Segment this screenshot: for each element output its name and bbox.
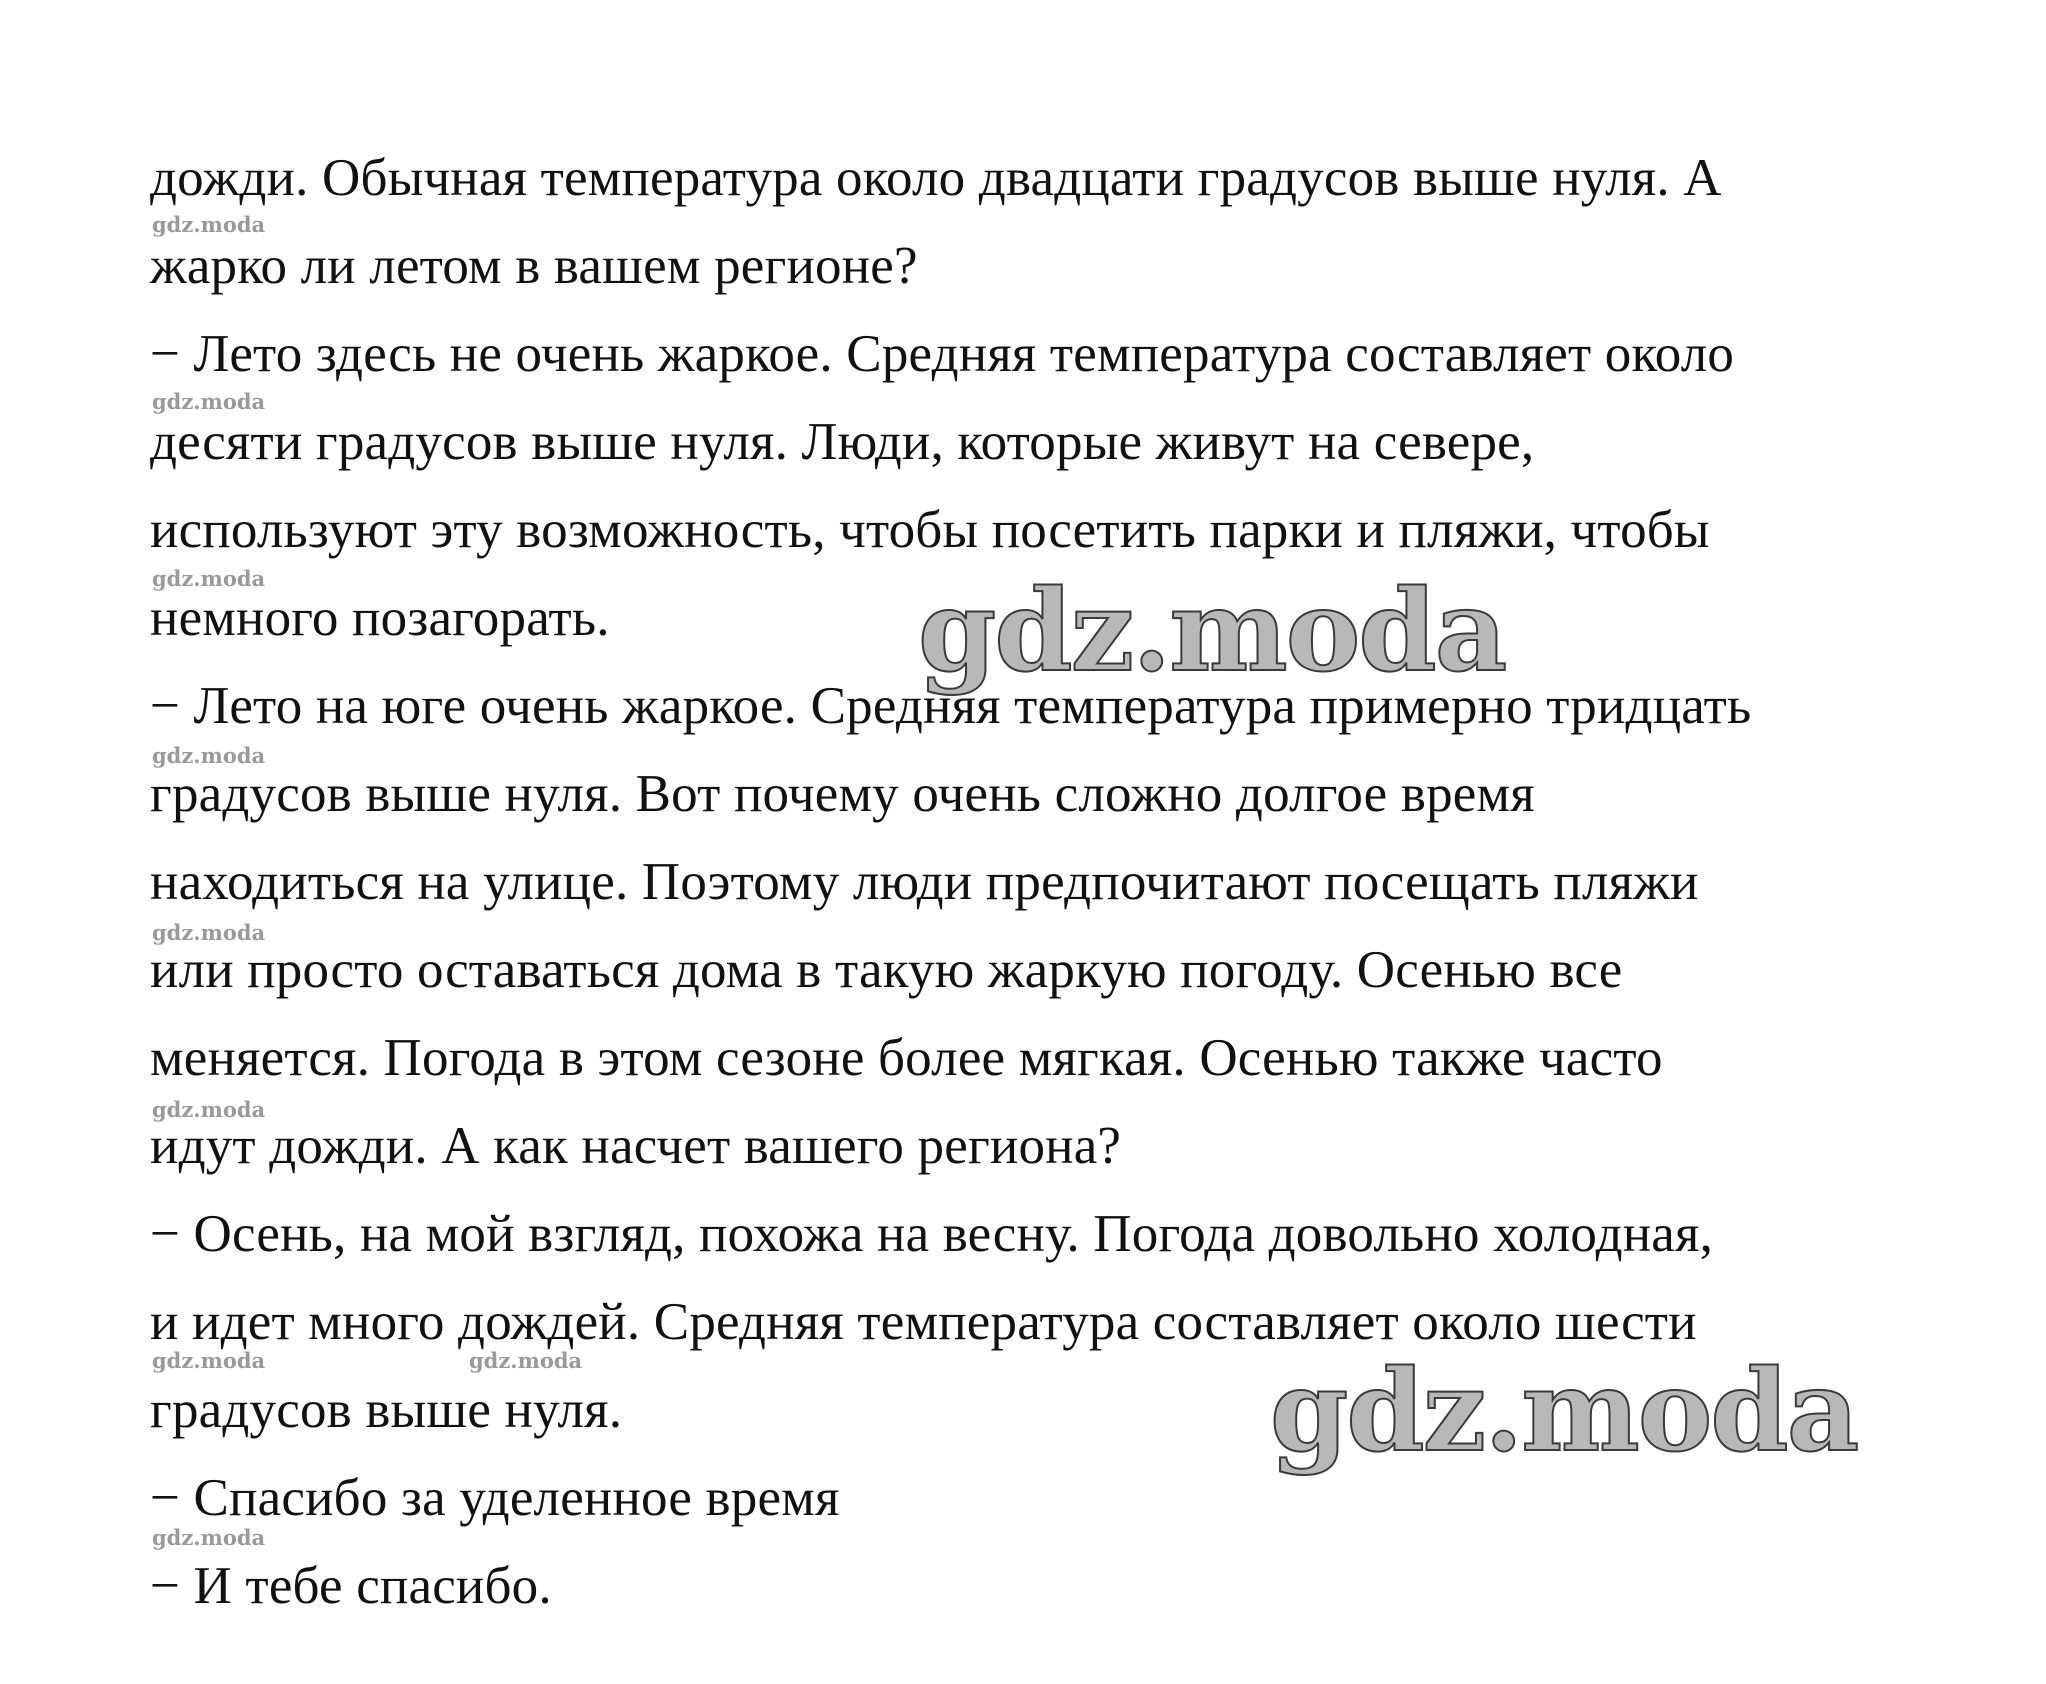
text-line: − Спасибо за уделенное время (150, 1469, 840, 1527)
watermark-small: gdz.moda (152, 920, 266, 945)
watermark-small: gdz.moda (152, 212, 266, 237)
text-line: или просто оставаться дома в такую жаркую погоду. Осенью все (150, 941, 1623, 999)
text-line: дожди. Обычная температура около двадцати градусов выше нуля. А (150, 149, 1722, 207)
watermark-small: gdz.moda (152, 1097, 266, 1122)
watermark-small: gdz.moda (152, 1348, 266, 1373)
watermark-small: gdz.moda (152, 1525, 266, 1550)
text-line: находиться на улице. Поэтому люди предпочитают посещать пляжи (150, 853, 1699, 911)
watermark-small: gdz.moda (152, 566, 266, 591)
text-line: десяти градусов выше нуля. Люди, которые живут на севере, (150, 413, 1535, 471)
watermark-small: gdz.moda (152, 743, 266, 768)
watermark-large: gdz.moda (918, 566, 1506, 697)
text-line: − И тебе спасибо. (150, 1557, 552, 1615)
text-line: используют эту возможность, чтобы посетить парки и пляжи, чтобы (150, 501, 1710, 559)
text-line: меняется. Погода в этом сезоне более мягкая. Осенью также часто (150, 1029, 1663, 1087)
text-line: немного позагорать. (150, 589, 610, 647)
watermark-large: gdz.moda (1270, 1346, 1858, 1477)
text-line: и идет много дождей. Средняя температура составляет около шести (150, 1293, 1697, 1351)
text-line: − Осень, на мой взгляд, похожа на весну. Погода довольно холодная, (150, 1205, 1714, 1263)
watermark-small: gdz.moda (152, 389, 266, 414)
watermark-small: gdz.moda (469, 1348, 583, 1373)
text-line: градусов выше нуля. (150, 1381, 623, 1439)
text-line: идут дожди. А как насчет вашего региона? (150, 1117, 1122, 1175)
text-line: жарко ли летом в вашем регионе? (150, 237, 918, 295)
text-line: градусов выше нуля. Вот почему очень сложно долгое время (150, 765, 1535, 823)
text-line: − Лето на юге очень жаркое. Средняя температура примерно тридцать (150, 677, 1752, 735)
text-line: − Лето здесь не очень жаркое. Средняя температура составляет около (150, 325, 1735, 383)
